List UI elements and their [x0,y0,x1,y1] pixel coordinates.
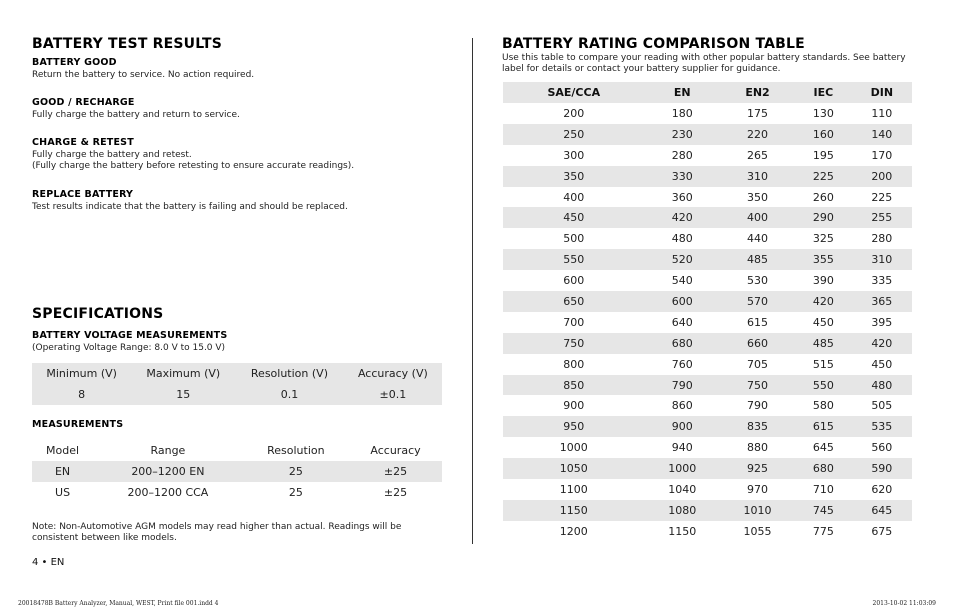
table-cell: 480 [671,232,693,246]
table-cell: 1000 [645,458,720,479]
column-header: SAE/CCA [503,82,645,103]
table-cell: 790 [747,399,768,413]
table-row [503,500,912,521]
table-cell: 1080 [645,500,720,521]
table-cell: 640 [671,315,693,329]
table-cell: 420 [852,333,912,354]
comparison-table [503,82,912,542]
table-cell: 200–1200 EN [131,465,205,478]
table-cell: 360 [671,190,693,204]
table-cell: 615 [747,315,768,329]
table-cell: 395 [871,315,893,329]
column-header: DIN [852,82,912,103]
voltage-subtitle: (Operating Voltage Range: 8.0 V to 15.0 V) [32,343,226,353]
table-cell: 485 [720,249,795,270]
table-cell: 680 [645,333,720,354]
table-cell: 225 [795,166,851,187]
table-cell: 200 [852,166,912,187]
table-cell: 25 [288,465,303,478]
table-cell: 160 [795,124,851,145]
table-cell: 180 [671,106,693,120]
table-row [503,103,912,124]
table-cell: 590 [852,458,912,479]
table-cell: 710 [812,482,834,496]
column-header: EN2 [720,82,795,103]
table-cell: 1055 [743,524,772,538]
table-row [503,291,912,312]
column-header: IEC [795,82,851,103]
table-row [503,249,912,270]
table-cell: 420 [795,291,851,312]
column-header: Accuracy (V) [357,367,428,380]
table-row [503,312,912,333]
table-cell: 970 [747,482,768,496]
table-cell: 260 [812,190,834,204]
table-cell: ±25 [383,465,408,478]
specifications-title: SPECIFICATIONS [32,306,164,322]
table-cell: 1040 [668,482,697,496]
table-cell: 450 [871,357,893,371]
table-cell: 335 [871,274,893,288]
table-header-row [503,82,912,103]
column-header: Minimum (V) [46,367,117,380]
table-cell: 950 [503,416,645,437]
table-row [32,461,442,482]
table-cell: EN [54,465,71,478]
table-row [503,124,912,145]
table-cell: 350 [503,166,645,187]
table-cell: US [55,486,71,499]
comparison-table-body [503,103,912,542]
table-cell: 515 [812,357,834,371]
table-cell: 700 [563,315,585,329]
table-cell: 750 [503,333,645,354]
table-cell: 230 [645,124,720,145]
table-cell: 195 [812,148,834,162]
voltage-table [32,363,442,405]
table-cell: 1000 [559,441,588,455]
table-header-row [32,440,442,461]
table-cell: 940 [671,441,693,455]
table-row [503,333,912,354]
table-cell: 200–1200 CCA [127,486,209,499]
table-row [503,187,912,208]
result-item-good [32,57,452,97]
table-cell: 560 [871,441,893,455]
table-row [503,270,912,291]
table-cell: 520 [645,249,720,270]
table-cell: 850 [503,375,645,396]
table-cell: 600 [563,274,585,288]
table-row [503,395,912,416]
table-row [503,145,912,166]
table-cell: 645 [812,441,834,455]
result-text: (Fully charge the battery before retesting to ensure accurate readings). [32,161,355,171]
footer-timestamp: 2013-10-02 11:03:09 [872,600,936,607]
table-cell: 540 [671,274,693,288]
table-cell: 140 [852,124,912,145]
result-item-retest [32,137,452,189]
result-text: Return the battery to service. No action required. [32,70,255,80]
table-cell: 580 [812,399,834,413]
table-cell: 290 [795,207,851,228]
result-heading: BATTERY GOOD [32,57,117,68]
table-cell: 760 [671,357,693,371]
table-cell: 500 [563,232,585,246]
table-cell: 310 [852,249,912,270]
comparison-title: BATTERY RATING COMPARISON TABLE [502,36,805,52]
table-cell: 265 [747,148,768,162]
table-row [503,228,912,249]
table-row [503,416,912,437]
table-cell: 775 [812,524,834,538]
table-cell: 325 [812,232,834,246]
comparison-intro: Use this table to compare your reading with other popular battery standards. See battery label for details or contact your battery supplier for guidance. [502,53,906,74]
table-cell: 25 [288,486,303,499]
table-cell: 645 [852,500,912,521]
table-cell: 175 [747,106,768,120]
table-cell: 280 [871,232,893,246]
table-row [503,479,912,500]
table-cell: 835 [720,416,795,437]
result-heading: GOOD / RECHARGE [32,97,135,108]
table-cell: 650 [503,291,645,312]
column-header: Range [150,444,186,457]
table-row [503,458,912,479]
measurements-table [32,440,442,503]
table-cell: 8 [78,388,86,401]
table-cell: 550 [503,249,645,270]
table-cell: 400 [720,207,795,228]
table-cell: 450 [503,207,645,228]
table-cell: 220 [720,124,795,145]
table-row [32,482,442,503]
table-cell: 535 [852,416,912,437]
column-header: Model [46,444,80,457]
table-cell: 365 [852,291,912,312]
specifications-note: Note: Non-Automotive AGM models may read higher than actual. Readings will be consistent between like models. [32,522,402,543]
result-heading: CHARGE & RETEST [32,137,134,148]
table-cell: 130 [812,106,834,120]
table-cell: 570 [720,291,795,312]
table-cell: 880 [747,441,768,455]
test-results-title: BATTERY TEST RESULTS [32,36,223,52]
table-cell: 615 [795,416,851,437]
table-row [503,437,912,458]
table-cell: 1150 [668,524,697,538]
table-row [503,521,912,542]
table-cell: 800 [563,357,585,371]
table-cell: 390 [812,274,834,288]
table-cell: 330 [645,166,720,187]
table-cell: 280 [671,148,693,162]
table-row [503,166,912,187]
table-cell: 400 [563,190,585,204]
column-header: Resolution [267,444,325,457]
table-cell: 480 [852,375,912,396]
voltage-heading: BATTERY VOLTAGE MEASUREMENTS [32,330,228,341]
table-cell: 1050 [503,458,645,479]
table-cell: 1010 [720,500,795,521]
table-cell: 225 [871,190,893,204]
table-cell: 620 [871,482,893,496]
table-cell: 705 [747,357,768,371]
table-row [32,384,442,405]
table-row [503,207,912,228]
table-cell: 925 [720,458,795,479]
table-cell: 505 [871,399,893,413]
table-cell: 200 [563,106,585,120]
table-cell: 790 [645,375,720,396]
table-cell: 600 [645,291,720,312]
table-cell: 440 [747,232,768,246]
table-cell: 750 [720,375,795,396]
table-cell: 310 [720,166,795,187]
column-header: EN [645,82,720,103]
table-cell: 420 [645,207,720,228]
table-cell: 485 [795,333,851,354]
table-cell: 900 [563,399,585,413]
table-cell: 450 [812,315,834,329]
result-text: Fully charge the battery and retest. [32,150,192,160]
table-row [503,375,912,396]
table-header-row [32,363,442,384]
table-cell: 300 [563,148,585,162]
table-cell: 0.1 [280,388,299,401]
table-cell: 110 [871,106,893,120]
table-cell: 900 [645,416,720,437]
result-text: Fully charge the battery and return to service. [32,110,240,120]
table-cell: 675 [871,524,893,538]
column-divider [472,38,473,544]
page-number: 4 • EN [32,557,65,568]
result-item-replace [32,189,452,213]
table-cell: 660 [720,333,795,354]
table-cell: 550 [795,375,851,396]
measurements-heading: MEASUREMENTS [32,419,124,430]
table-cell: 355 [795,249,851,270]
result-text: Test results indicate that the battery is failing and should be replaced. [32,202,348,212]
table-cell: 1150 [503,500,645,521]
result-heading: REPLACE BATTERY [32,189,134,200]
column-header: Maximum (V) [146,367,221,380]
table-cell: 530 [747,274,768,288]
table-row [503,354,912,375]
column-header: Accuracy [370,444,421,457]
table-cell: 1200 [559,524,588,538]
table-cell: 170 [871,148,893,162]
footer-file-info: 20018478B Battery Analyzer, Manual, WEST, Print file 001.indd 4 [18,600,219,607]
test-results-list [32,57,452,213]
table-cell: 860 [671,399,693,413]
table-cell: 250 [503,124,645,145]
table-cell: ±25 [383,486,408,499]
table-cell: 255 [852,207,912,228]
table-cell: 350 [747,190,768,204]
result-item-recharge [32,97,452,137]
table-cell: 680 [795,458,851,479]
table-cell: 1100 [559,482,588,496]
table-cell: 15 [176,388,191,401]
table-cell: 745 [795,500,851,521]
table-cell: ±0.1 [379,388,407,401]
column-header: Resolution (V) [250,367,328,380]
